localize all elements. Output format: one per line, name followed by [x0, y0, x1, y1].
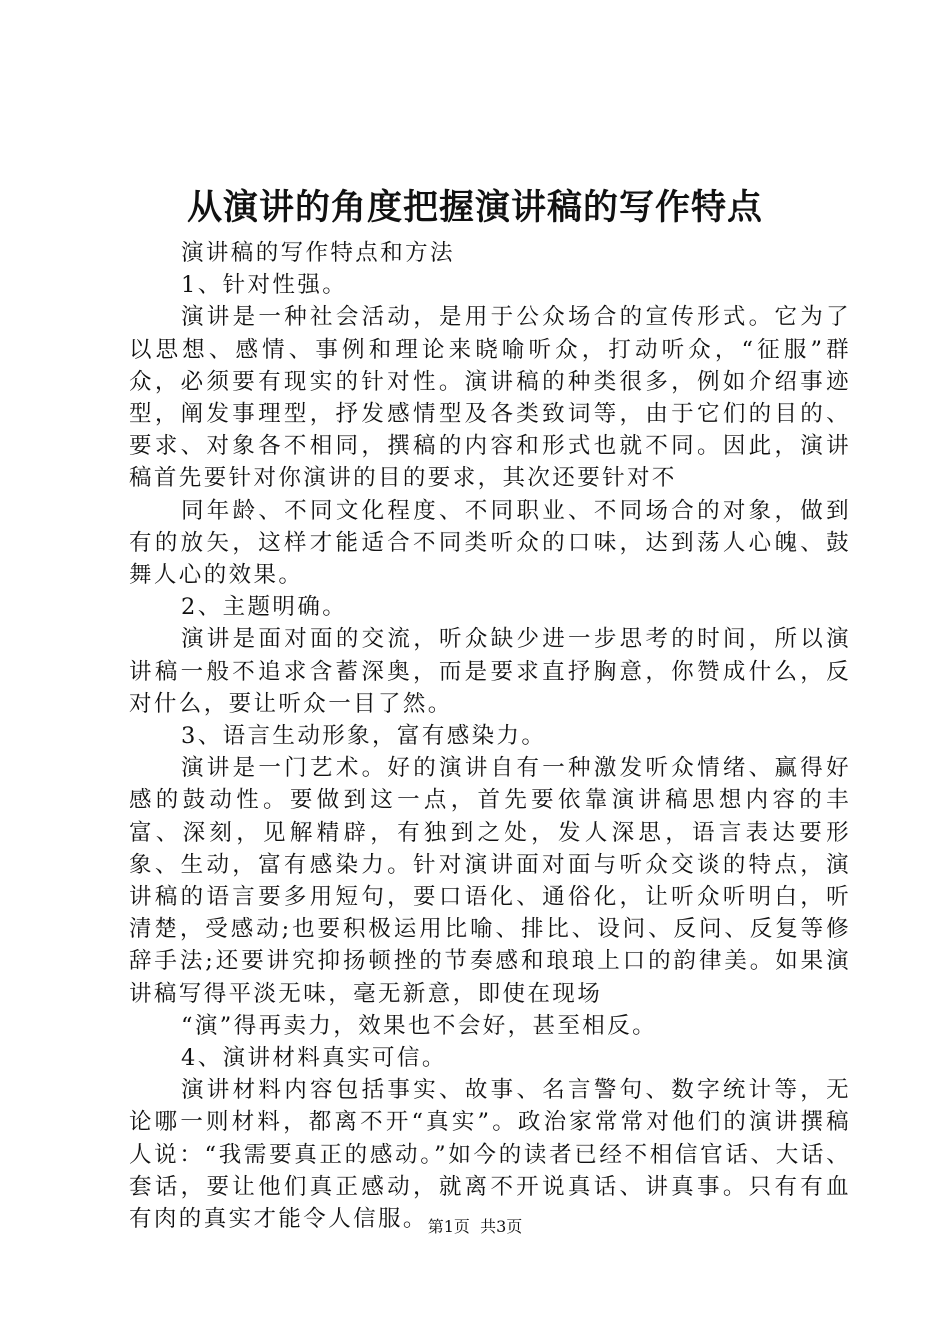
paragraph-heading-1: 1、针对性强。: [181, 272, 348, 299]
paragraph-body-3: 演讲是一门艺术。好的演讲自有一种激发听众情绪、赢得好感的鼓动性。要做到这一点，首先要依靠演讲稿思想内容的丰富、深刻，见解精辟，有独到之处，发人深思，语言表达要形象、生动，富有感染力。针对演讲面对面与听众交谈的特点，演讲稿的语言要多用短句，要口语化、通俗化，让听众听明白，听清楚，受感动;也要积极运用比喻、排比、设问、反问、反复等修辞手法;还要讲究抑扬顿挫的节奏感和琅琅上口的韵律美。如果演讲稿写得平淡无味，毫无新意，即使在现场: [129, 755, 851, 1007]
paragraph-body-3-continued: “演”得再卖力，效果也不会好，甚至相反。: [181, 1012, 658, 1039]
paragraph-body-1: 演讲是一种社会活动，是用于公众场合的宣传形式。它为了以思想、感情、事例和理论来晓喻听众，打动听众，“征服”群众，必须要有现实的针对性。演讲稿的种类很多，例如介绍事迹型，阐发事理型，抒发感情型及各类致词等，由于它们的目的、要求、对象各不相同，撰稿的内容和形式也就不同。因此，演讲稿首先要针对你演讲的目的要求，其次还要针对不: [129, 304, 851, 492]
paragraph-subtitle: 演讲稿的写作特点和方法: [181, 240, 455, 266]
paragraph-heading-2: 2、主题明确。: [181, 594, 348, 621]
paragraph-body-2: 演讲是面对面的交流，听众缺少进一步思考的时间，所以演讲稿一般不追求含蓄深奥，而是要求直抒胸意，你赞成什么，反对什么，要让听众一目了然。: [129, 626, 851, 717]
document-body: [129, 237, 851, 1235]
paragraph-heading-4: 4、演讲材料真实可信。: [181, 1045, 447, 1072]
paragraph-heading-3: 3、语言生动形象，富有感染力。: [181, 723, 547, 750]
paragraph-body-4: 演讲材料内容包括事实、故事、名言警句、数字统计等，无论哪一则材料，都离不开“真实”。政治家常常对他们的演讲撰稿人说：“我需要真正的感动。”如今的读者已经不相信官话、大话、套话，要让他们真正感动，就离不开说真话、讲真事。只有有血有肉的真实才能令人信服。: [129, 1077, 851, 1233]
page-number-footer: 第1页 共3页: [427, 1217, 523, 1236]
document-title: 从演讲的角度把握演讲稿的写作特点: [186, 187, 763, 228]
paragraph-body-1-continued: 同年龄、不同文化程度、不同职业、不同场合的对象，做到有的放矢，这样才能适合不同类听众的口味，达到荡人心魄、鼓舞人心的效果。: [129, 497, 851, 589]
